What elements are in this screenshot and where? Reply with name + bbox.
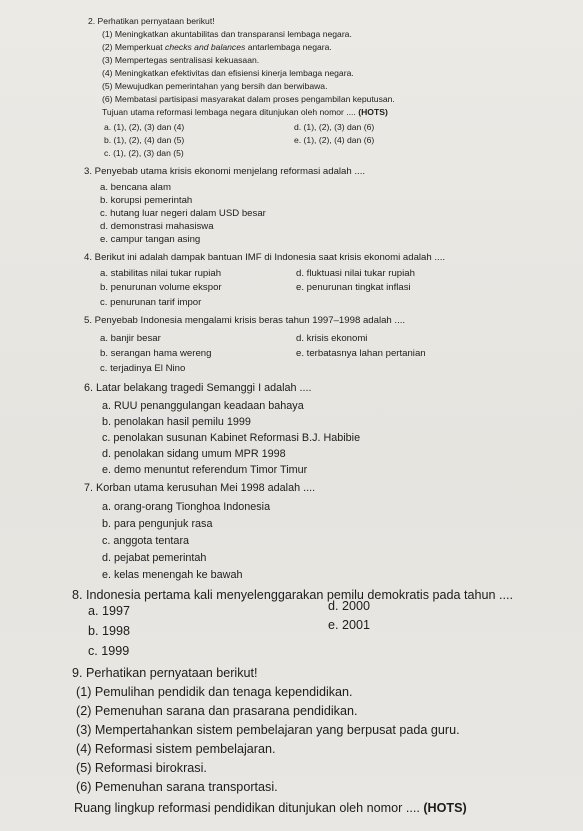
q6-option-b[interactable]: b. penolakan hasil pemilu 1999 <box>102 416 251 428</box>
q6-option-d[interactable]: d. penolakan sidang umum MPR 1998 <box>102 448 286 460</box>
question-7-stem: 7. Korban utama kerusuhan Mei 1998 adalah .... <box>84 482 316 494</box>
q4-option-c[interactable]: c. penurunan tarif impor <box>100 297 202 308</box>
q2-option-e[interactable]: e. (1), (2), (4) dan (6) <box>294 135 375 145</box>
q3-option-a[interactable]: a. bencana alam <box>100 182 171 193</box>
question-9-stem: 9. Perhatikan pernyataan berikut! <box>72 666 258 680</box>
question-6-stem: 6. Latar belakang tragedi Semanggi I adalah .... <box>84 382 312 394</box>
q6-option-c[interactable]: c. penolakan susunan Kabinet Reformasi B.J. Habibie <box>102 432 361 444</box>
question-3-stem: 3. Penyebab utama krisis ekonomi menjelang reformasi adalah .... <box>84 166 366 177</box>
q2-statement-5: (5) Mewujudkan pemerintahan yang bersih dan berwibawa. <box>102 81 328 91</box>
q2-statement-6: (6) Membatasi partisipasi masyarakat dalam proses pengambilan keputusan. <box>102 94 395 104</box>
q5-option-c[interactable]: c. terjadinya El Nino <box>100 363 186 374</box>
question-4-stem: 4. Berikut ini adalah dampak bantuan IMF di Indonesia saat krisis ekonomi adalah .... <box>84 252 446 263</box>
q7-option-b[interactable]: b. para pengunjuk rasa <box>102 518 213 530</box>
q9-statement-5: (5) Reformasi birokrasi. <box>76 761 207 775</box>
q2-statement-4: (4) Meningkatkan efektivitas dan efisiensi kinerja lembaga negara. <box>102 68 354 78</box>
q7-option-e[interactable]: e. kelas menengah ke bawah <box>102 569 243 581</box>
question-2-prompt: Tujuan utama reformasi lembaga negara ditunjukan oleh nomor .... (HOTS) <box>102 107 388 117</box>
q5-option-d[interactable]: d. krisis ekonomi <box>296 333 368 344</box>
q8-option-c[interactable]: c. 1999 <box>88 644 130 658</box>
q2-statement-3: (3) Mempertegas sentralisasi kekuasaan. <box>102 55 260 65</box>
hots-tag: (HOTS) <box>423 801 467 815</box>
q6-option-a[interactable]: a. RUU penanggulangan keadaan bahaya <box>102 400 304 412</box>
hots-tag: (HOTS) <box>358 107 388 117</box>
q3-option-e[interactable]: e. campur tangan asing <box>100 234 201 245</box>
q2-option-b[interactable]: b. (1), (2), (4) dan (5) <box>104 135 185 145</box>
q9-statement-3: (3) Mempertahankan sistem pembelajaran yang berpusat pada guru. <box>76 723 460 737</box>
q5-option-b[interactable]: b. serangan hama wereng <box>100 348 212 359</box>
q2-option-c[interactable]: c. (1), (2), (3) dan (5) <box>104 148 184 158</box>
q4-option-d[interactable]: d. fluktuasi nilai tukar rupiah <box>296 268 415 279</box>
q8-option-b[interactable]: b. 1998 <box>88 624 131 638</box>
q2-statement-2: (2) Memperkuat checks and balances antarlembaga negara. <box>102 42 332 52</box>
q4-option-e[interactable]: e. penurunan tingkat inflasi <box>296 282 411 293</box>
q5-option-e[interactable]: e. terbatasnya lahan pertanian <box>296 348 426 359</box>
q5-option-a[interactable]: a. banjir besar <box>100 333 161 344</box>
q9-statement-6: (6) Pemenuhan sarana transportasi. <box>76 780 278 794</box>
question-9-prompt: Ruang lingkup reformasi pendidikan ditunjukan oleh nomor .... (HOTS) <box>74 801 467 815</box>
q7-option-c[interactable]: c. anggota tentara <box>102 535 190 547</box>
question-8-stem: 8. Indonesia pertama kali menyelenggarakan pemilu demokratis pada tahun .... <box>72 588 514 602</box>
q9-statement-4: (4) Reformasi sistem pembelajaran. <box>76 742 276 756</box>
q4-option-b[interactable]: b. penurunan volume ekspor <box>100 282 222 293</box>
question-5-stem: 5. Penyebab Indonesia mengalami krisis beras tahun 1997–1998 adalah .... <box>84 315 406 326</box>
q3-option-c[interactable]: c. hutang luar negeri dalam USD besar <box>100 208 266 219</box>
q6-option-e[interactable]: e. demo menuntut referendum Timor Timur <box>102 464 308 476</box>
q7-option-a[interactable]: a. orang-orang Tionghoa Indonesia <box>102 501 271 513</box>
q3-option-b[interactable]: b. korupsi pemerintah <box>100 195 193 206</box>
q8-option-e[interactable]: e. 2001 <box>328 618 371 632</box>
q2-option-d[interactable]: d. (1), (2), (3) dan (6) <box>294 122 375 132</box>
q8-option-a[interactable]: a. 1997 <box>88 604 131 618</box>
q2-statement-1: (1) Meningkatkan akuntabilitas dan transparansi lembaga negara. <box>102 29 352 39</box>
q2-option-a[interactable]: a. (1), (2), (3) dan (4) <box>104 122 185 132</box>
q9-statement-1: (1) Pemulihan pendidik dan tenaga kependidikan. <box>76 685 353 699</box>
q3-option-d[interactable]: d. demonstrasi mahasiswa <box>100 221 214 232</box>
q4-option-a[interactable]: a. stabilitas nilai tukar rupiah <box>100 268 222 279</box>
q7-option-d[interactable]: d. pejabat pemerintah <box>102 552 207 564</box>
q9-statement-2: (2) Pemenuhan sarana dan prasarana pendidikan. <box>76 704 358 718</box>
q8-option-d[interactable]: d. 2000 <box>328 599 371 613</box>
question-2-stem: 2. Perhatikan pernyataan berikut! <box>88 16 215 26</box>
